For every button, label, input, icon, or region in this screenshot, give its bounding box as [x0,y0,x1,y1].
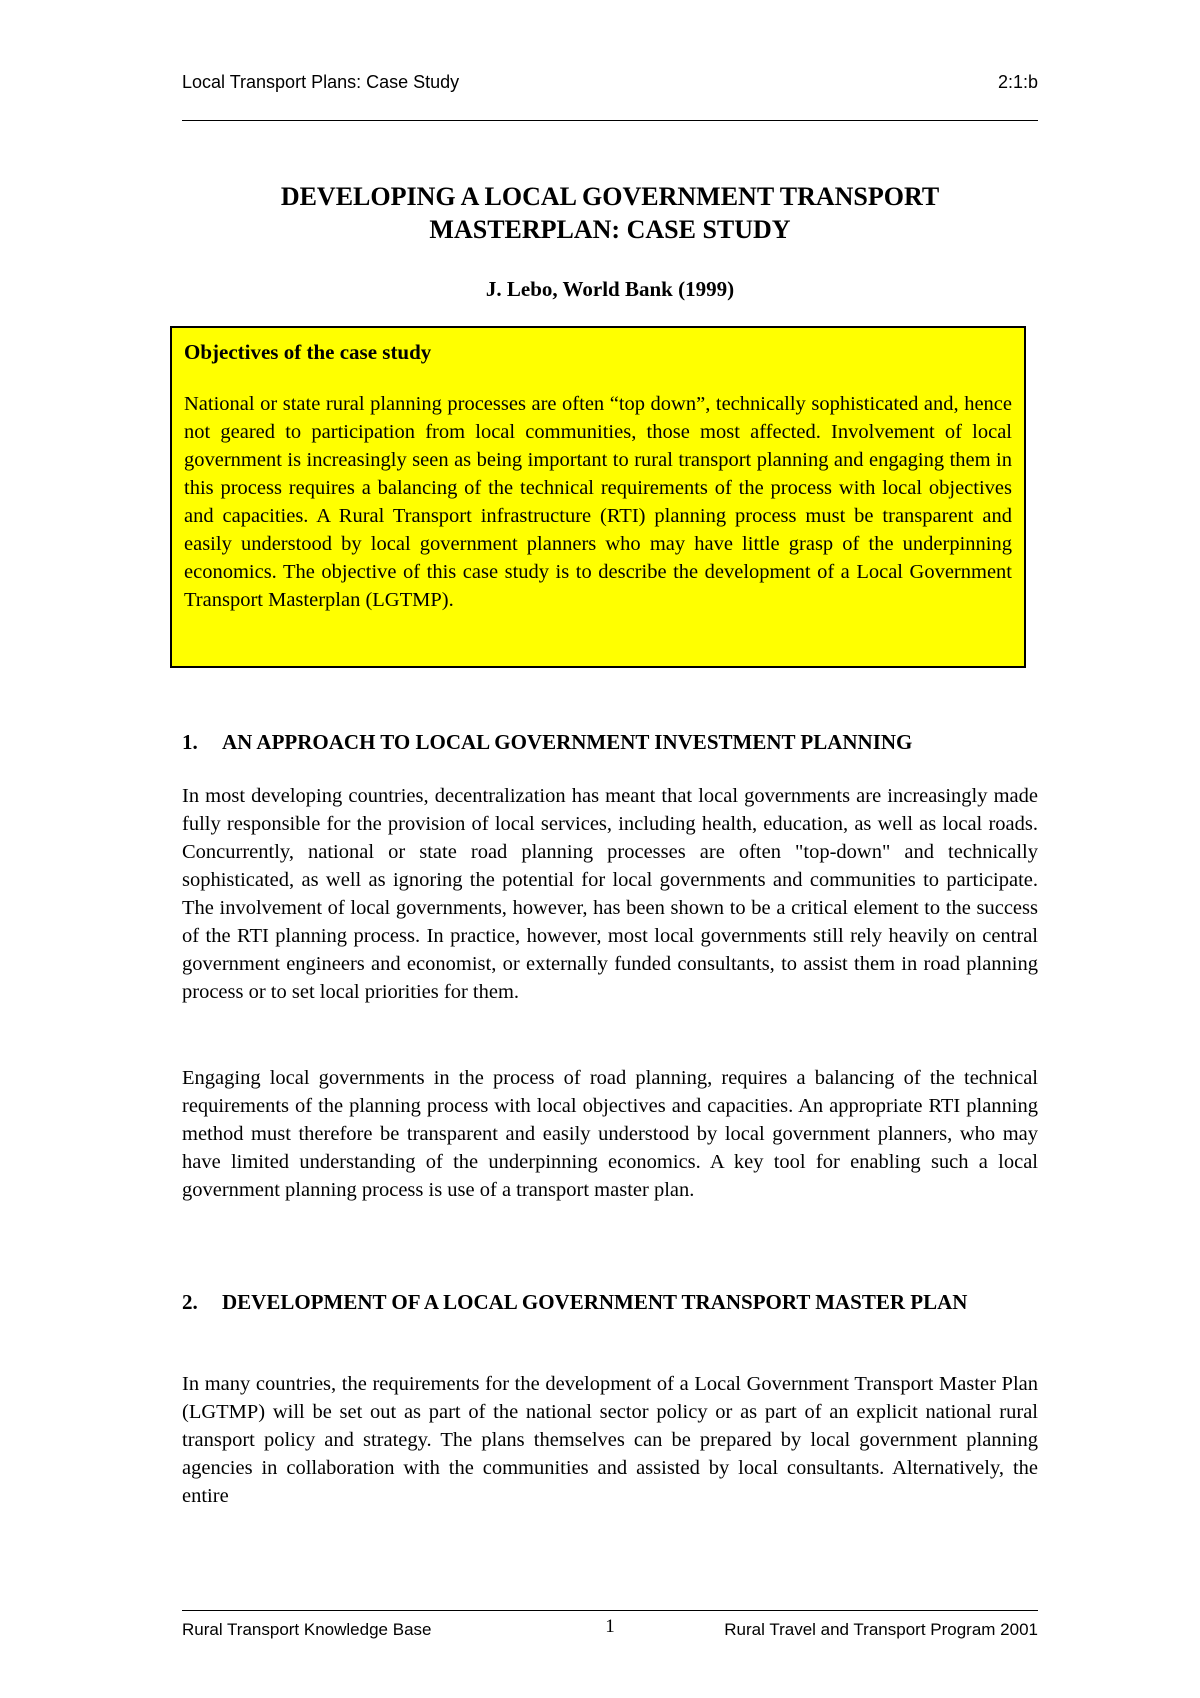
footer-right: Rural Travel and Transport Program 2001 [724,1620,1038,1639]
running-header [182,72,1038,94]
title-line-1: DEVELOPING A LOCAL GOVERNMENT TRANSPORT [280,182,940,211]
section-heading-1 [182,728,1038,756]
objectives-text: National or state rural planning processes are often “top down”, technically sophisticated and, hence not geared to participation from local communities, those most affected. Involvement of local government is increasingly seen as being important to rural transport planning and engaging them in this process requires a balancing of the technical requirements of the process with local objectives and capacities. A Rural Transport infrastructure (RTI) planning process must be transparent and easily understood by local government planners who may have little grasp of the underpinning economics. The objective of this case study is to describe the development of a Local Government Transport Masterplan (LGTMP). [184,393,1012,611]
footer-left: Rural Transport Knowledge Base [182,1620,432,1639]
header-code: 2:1:b [997,72,1038,92]
section-number: 2. [182,1290,198,1314]
section-title: DEVELOPMENT OF A LOCAL GOVERNMENT TRANSPORT MASTER PLAN [222,1290,968,1314]
section-title: AN APPROACH TO LOCAL GOVERNMENT INVESTMENT PLANNING [222,730,913,754]
running-footer [182,1616,1038,1644]
paragraph: In many countries, the requirements for the development of a Local Government Transport Master Plan (LGTMP) will be set out as part of the national sector policy or as part of an explicit national rural transport policy and strategy. The plans themselves can be prepared by local government planning agencies in collaboration with the communities and assisted by local consultants. Alternatively, the entire [182,1373,1038,1507]
header-rule [182,120,1038,121]
document-title [182,180,1038,246]
document-page [182,0,1038,1698]
footer-rule [182,1610,1038,1611]
paragraph: Engaging local governments in the process of road planning, requires a balancing of the technical requirements of the planning process with local objectives and capacities. An appropriate RTI planning method must therefore be transparent and easily understood by local government planners, who may have limited understanding of the underpinning economics. A key tool for enabling such a local government planning process is use of a transport master plan. [182,1067,1038,1201]
section-number: 1. [182,730,198,754]
paragraph: In most developing countries, decentralization has meant that local governments are increasingly made fully responsible for the provision of local services, including health, education, as well as local roads. Concurrently, national or state road planning processes are often "top-down" and technically sophisticated, as well as ignoring the potential for local governments and communities to participate. The involvement of local governments, however, has been shown to be a critical element to the success of the RTI planning process. In practice, however, most local governments still rely heavily on central government engineers and economist, or externally funded consultants, to assist them in road planning process or to set local priorities for them. [182,785,1038,1003]
section-heading-2 [182,1288,1038,1316]
author-line: J. Lebo, World Bank (1999) [485,277,735,301]
objectives-heading: Objectives of the case study [184,340,432,364]
objectives-box [170,326,1026,668]
header-title: Local Transport Plans: Case Study [182,72,460,92]
page-number: 1 [605,1616,615,1637]
title-line-2: MASTERPLAN: CASE STUDY [429,215,791,244]
